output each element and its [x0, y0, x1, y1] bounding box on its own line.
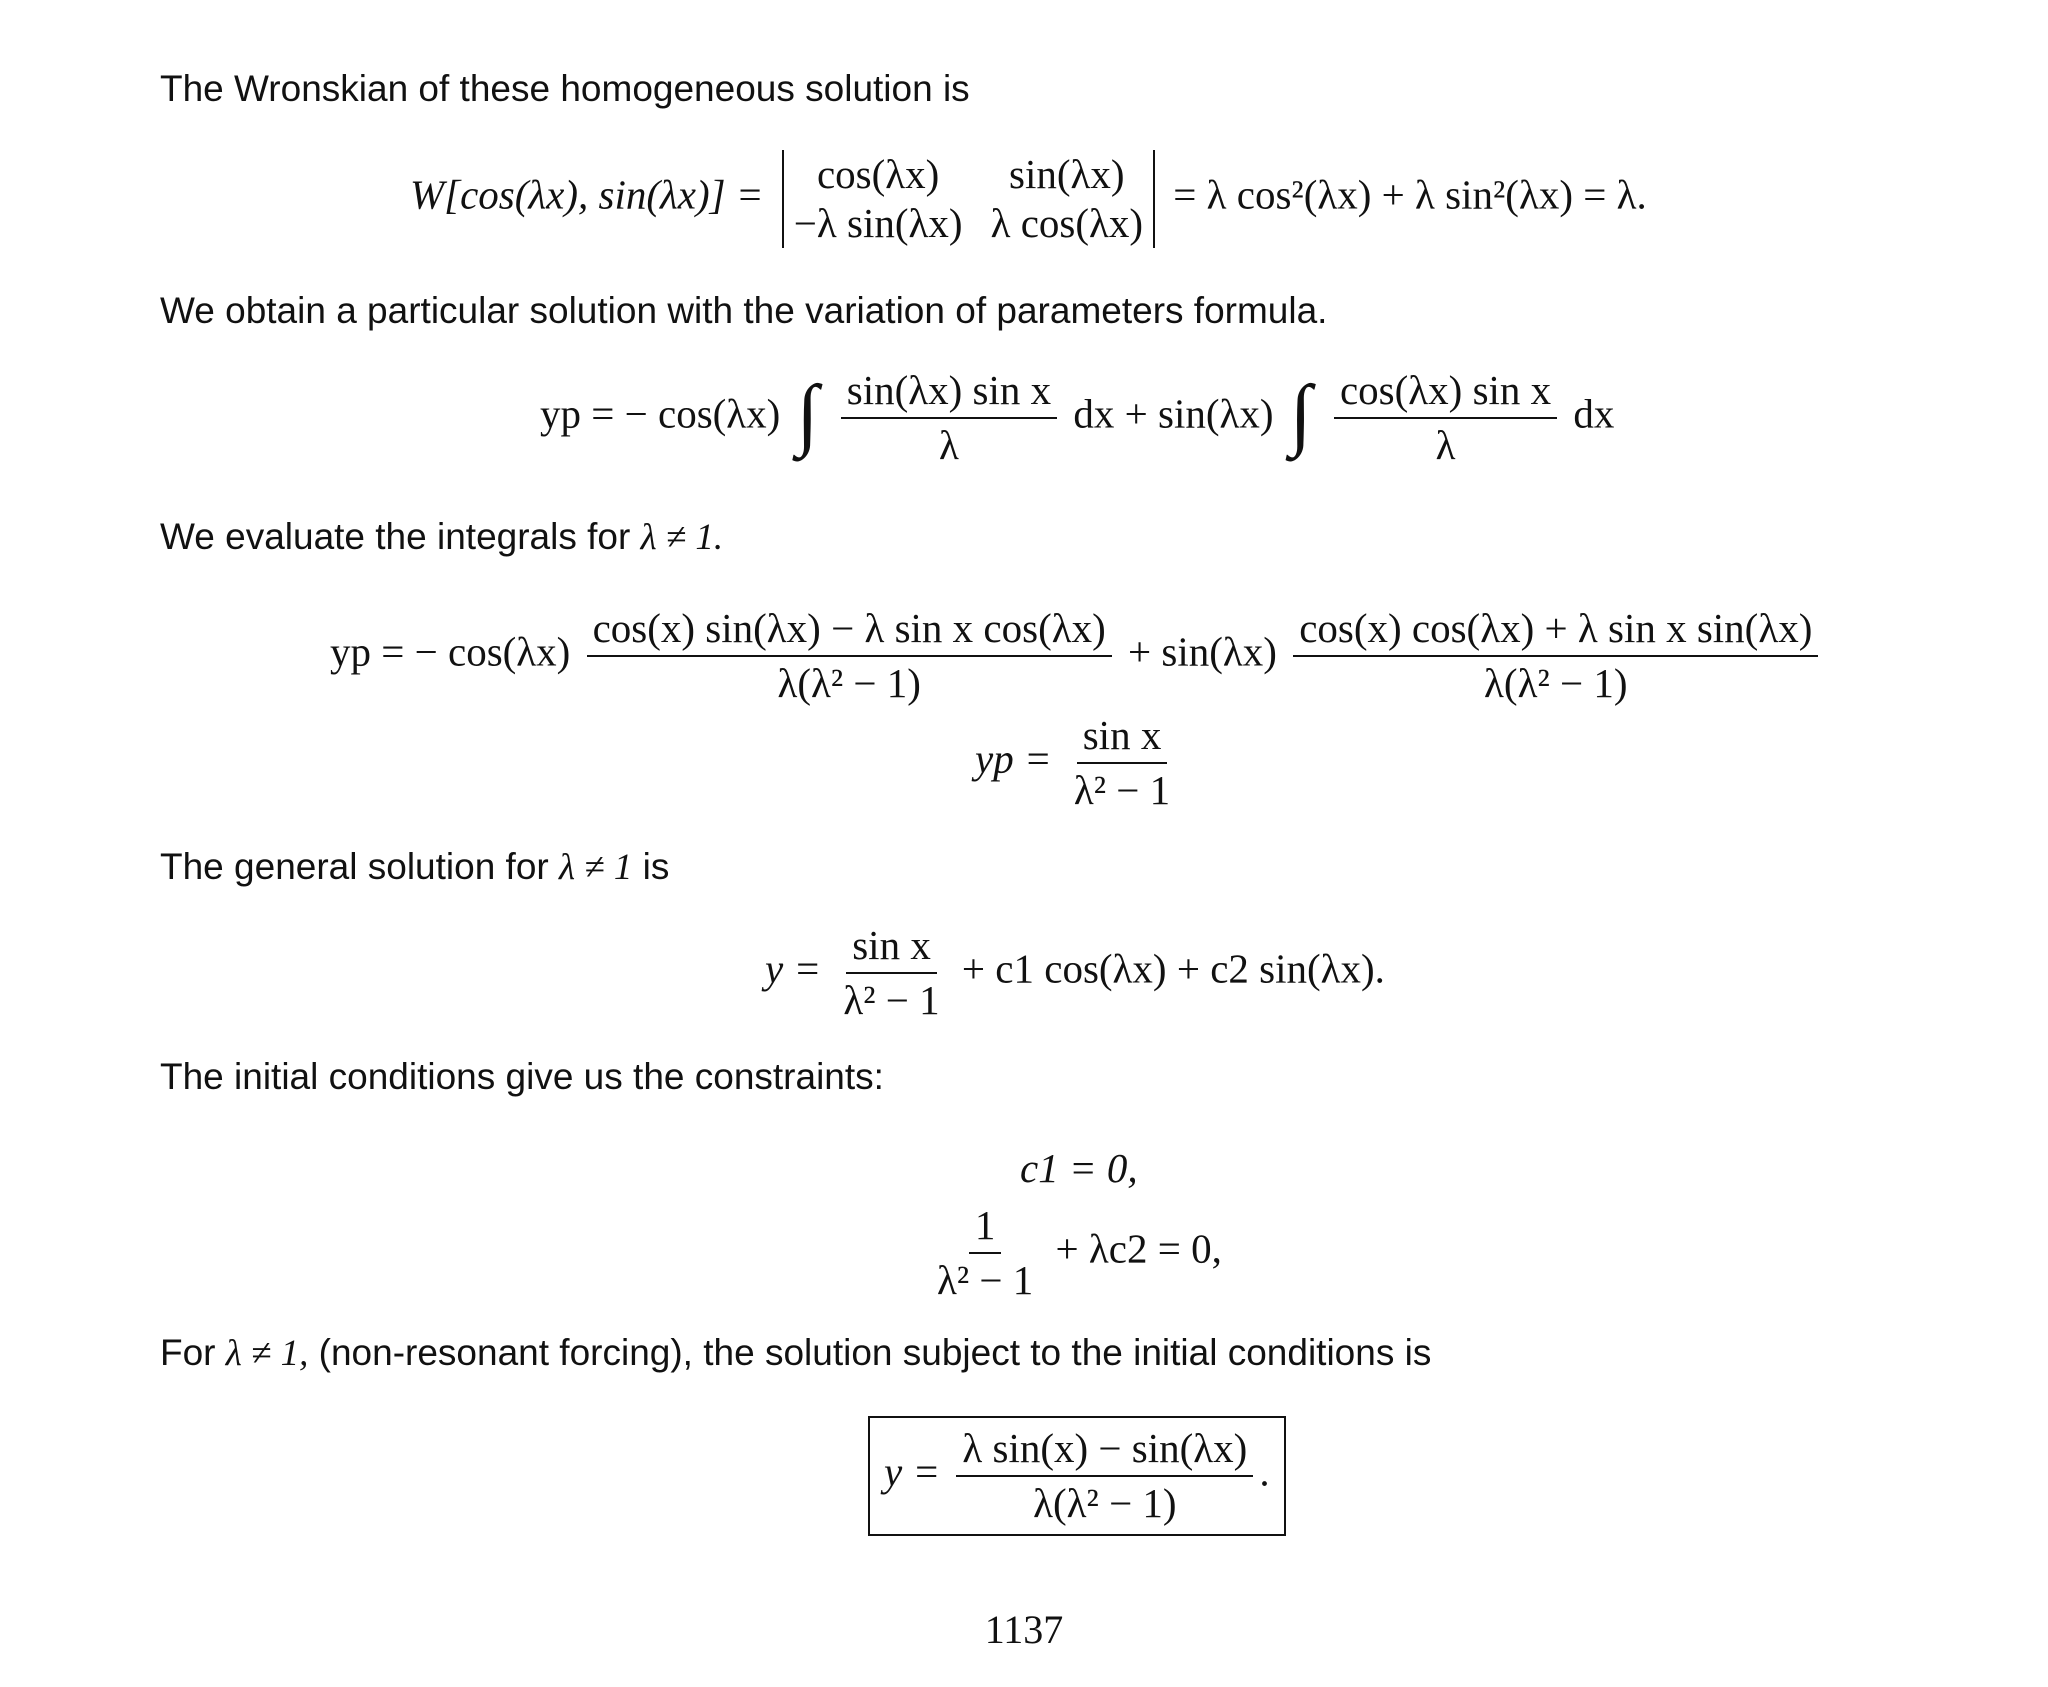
vp-middle: dx + sin(λx) — [1073, 390, 1274, 437]
final-denominator: λ(λ² − 1) — [1033, 1480, 1177, 1526]
det-entry-21: −λ sin(λx) — [793, 200, 963, 246]
eval-denominator-1: λ(λ² − 1) — [777, 660, 921, 706]
vp-fraction-1 — [841, 367, 1057, 468]
integral-sign-2: ∫ — [1289, 370, 1312, 458]
c2-rhs: + λc2 = 0, — [1055, 1225, 1222, 1272]
p6-text-end: (non-resonant forcing), the solution subject to the initial conditions is — [308, 1332, 1432, 1373]
paragraph-variation-of-parameters: We obtain a particular solution with the variation of parameters formula. — [160, 290, 1328, 331]
wronskian-lhs: W[cos(λx), sin(λx)] = — [410, 171, 764, 218]
yp-lhs: yp = — [975, 735, 1052, 782]
vp-numerator-1: sin(λx) sin x — [841, 370, 1057, 419]
wronskian-determinant — [782, 150, 1155, 248]
yp-denominator: λ² − 1 — [1073, 767, 1171, 813]
wronskian-rhs: = λ cos²(λx) + λ sin²(λx) = λ. — [1173, 171, 1647, 218]
equation-evaluated-integrals — [330, 605, 1824, 706]
paragraph-wronskian-intro: The Wronskian of these homogeneous solution is — [160, 68, 970, 109]
final-numerator: λ sin(x) − sin(λx) — [956, 1428, 1253, 1477]
paragraph-final-solution — [160, 1334, 1431, 1372]
c1-constraint: c1 = 0, — [1020, 1145, 1138, 1191]
equation-variation-of-parameters — [540, 367, 1615, 468]
gen-denominator: λ² − 1 — [843, 977, 940, 1023]
final-period: . — [1259, 1448, 1270, 1495]
eval-fraction-2 — [1293, 605, 1818, 706]
gen-rhs: + c1 cos(λx) + c2 sin(λx). — [961, 945, 1385, 992]
integral-sign-1: ∫ — [796, 370, 819, 458]
eval-numerator-2: cos(x) cos(λx) + λ sin x sin(λx) — [1293, 608, 1818, 657]
yp-fraction — [1068, 712, 1176, 813]
det-entry-11: cos(λx) — [816, 151, 940, 197]
eval-fraction-1 — [587, 605, 1112, 706]
equation-wronskian — [410, 150, 1647, 248]
p6-text: For — [160, 1332, 226, 1373]
vp-end: dx — [1573, 390, 1615, 437]
final-fraction — [956, 1425, 1253, 1526]
gen-lhs: y = — [765, 945, 822, 992]
equation-constraint-c1 — [1020, 1145, 1138, 1191]
gen-fraction — [837, 922, 945, 1023]
vp-lhs: yp = − cos(λx) — [540, 390, 781, 437]
eval-lhs: yp = − cos(λx) — [330, 628, 571, 675]
det-entry-12: sin(λx) — [1009, 151, 1125, 197]
p3-text: We evaluate the integrals for — [160, 516, 641, 557]
c2-fraction — [931, 1202, 1039, 1303]
paragraph-initial-conditions: The initial conditions give us the constraints: — [160, 1056, 884, 1097]
gen-numerator: sin x — [846, 925, 937, 974]
final-answer-box — [868, 1416, 1286, 1536]
eval-middle: + sin(λx) — [1128, 628, 1277, 675]
p4-text: The general solution for — [160, 846, 560, 887]
page-number: 1137 — [984, 1607, 1064, 1652]
eval-numerator-1: cos(x) sin(λx) − λ sin x cos(λx) — [587, 608, 1112, 657]
vp-fraction-2 — [1334, 367, 1557, 468]
det-entry-22: λ cos(λx) — [990, 200, 1144, 246]
p6-math: λ ≠ 1, — [225, 1333, 309, 1374]
eval-denominator-2: λ(λ² − 1) — [1484, 660, 1628, 706]
equation-general-solution — [765, 922, 1385, 1023]
vp-denominator-1: λ — [939, 422, 959, 468]
c2-numerator: 1 — [969, 1205, 1002, 1254]
p4-text-end: is — [632, 846, 670, 887]
p3-math: λ ≠ 1. — [640, 517, 724, 558]
yp-numerator: sin x — [1077, 715, 1168, 764]
final-lhs: y = — [884, 1448, 941, 1495]
vp-denominator-2: λ — [1435, 422, 1456, 468]
equation-final-answer — [868, 1416, 1286, 1536]
equation-particular-solution — [975, 712, 1182, 813]
equation-constraint-c2 — [925, 1202, 1222, 1303]
vp-numerator-2: cos(λx) sin x — [1334, 370, 1557, 419]
p4-math: λ ≠ 1 — [559, 847, 633, 888]
paragraph-evaluate-integrals — [160, 518, 723, 556]
paragraph-general-solution — [160, 848, 669, 886]
c2-denominator: λ² − 1 — [937, 1257, 1034, 1303]
